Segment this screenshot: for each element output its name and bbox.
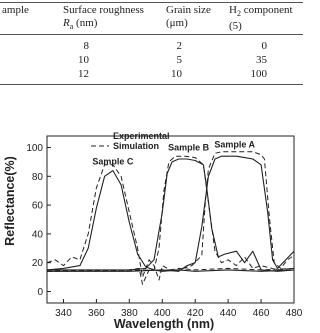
sample-c-experimental-line <box>47 171 294 272</box>
x-tick-label: 340 <box>55 308 72 319</box>
y-tick-label: 60 <box>31 200 43 212</box>
table-cell: 10 <box>171 68 182 80</box>
y-tick-label: 20 <box>31 258 43 270</box>
table-bottom-rule <box>0 84 303 85</box>
x-tick-label: 420 <box>186 308 204 319</box>
table-cell: 0 <box>261 40 267 52</box>
legend-label: Simulation <box>113 141 160 151</box>
header-h2-component <box>229 4 293 33</box>
x-axis-title: Wavelength (nm) <box>113 317 215 331</box>
x-tick-label: 400 <box>153 308 171 319</box>
table-cell: 2 <box>176 40 182 52</box>
header-surface-roughness <box>63 4 144 33</box>
sample-a-experimental-line <box>47 156 294 271</box>
annotation-label: Sample B <box>168 142 210 153</box>
x-tick-label: 440 <box>219 308 237 319</box>
header-grain-line2: (μm) <box>166 17 188 29</box>
table-cell: 5 <box>176 54 182 66</box>
y-tick-label: 100 <box>26 143 43 155</box>
annotation-label: Sample A <box>214 139 256 150</box>
header-h2-line2: (5) <box>229 20 242 33</box>
annotation-label: Sample C <box>92 156 134 167</box>
table-cell: 12 <box>78 68 89 80</box>
header-roughness-line1: Surface roughness <box>63 4 144 16</box>
header-h2-line1: $H_2$ component <box>229 4 293 19</box>
x-tick-label: 380 <box>120 308 138 319</box>
table-header-rule <box>0 34 303 35</box>
table-cell: 8 <box>83 40 89 52</box>
sample-b-simulation-line <box>47 156 294 284</box>
header-sample <box>2 4 29 17</box>
header-sample-text: ample <box>2 4 29 16</box>
reflectance-chart <box>0 118 303 333</box>
header-grain-line1: Grain size <box>166 4 211 16</box>
table-cell: 10 <box>78 54 89 66</box>
sample-c-simulation-line <box>47 165 294 280</box>
x-tick-label: 460 <box>252 308 270 319</box>
sample-b-experimental-line <box>47 156 294 271</box>
header-grain-size <box>166 4 211 30</box>
x-tick-label: 480 <box>285 308 303 319</box>
table-cell: 100 <box>250 68 267 80</box>
sample-a-simulation-line <box>47 152 294 271</box>
legend-label: Experimental <box>113 131 170 141</box>
table-top-rule <box>0 2 303 3</box>
header-roughness-line2: $R_a$ (nm) <box>63 17 98 32</box>
properties-table <box>0 0 303 118</box>
y-tick-label: 0 <box>37 286 43 298</box>
y-tick-label: 80 <box>31 171 43 183</box>
table-cell: 35 <box>256 54 267 66</box>
y-axis-title: Reflectance(%) <box>3 156 17 246</box>
x-tick-label: 360 <box>88 308 105 319</box>
y-tick-label: 40 <box>31 229 43 241</box>
